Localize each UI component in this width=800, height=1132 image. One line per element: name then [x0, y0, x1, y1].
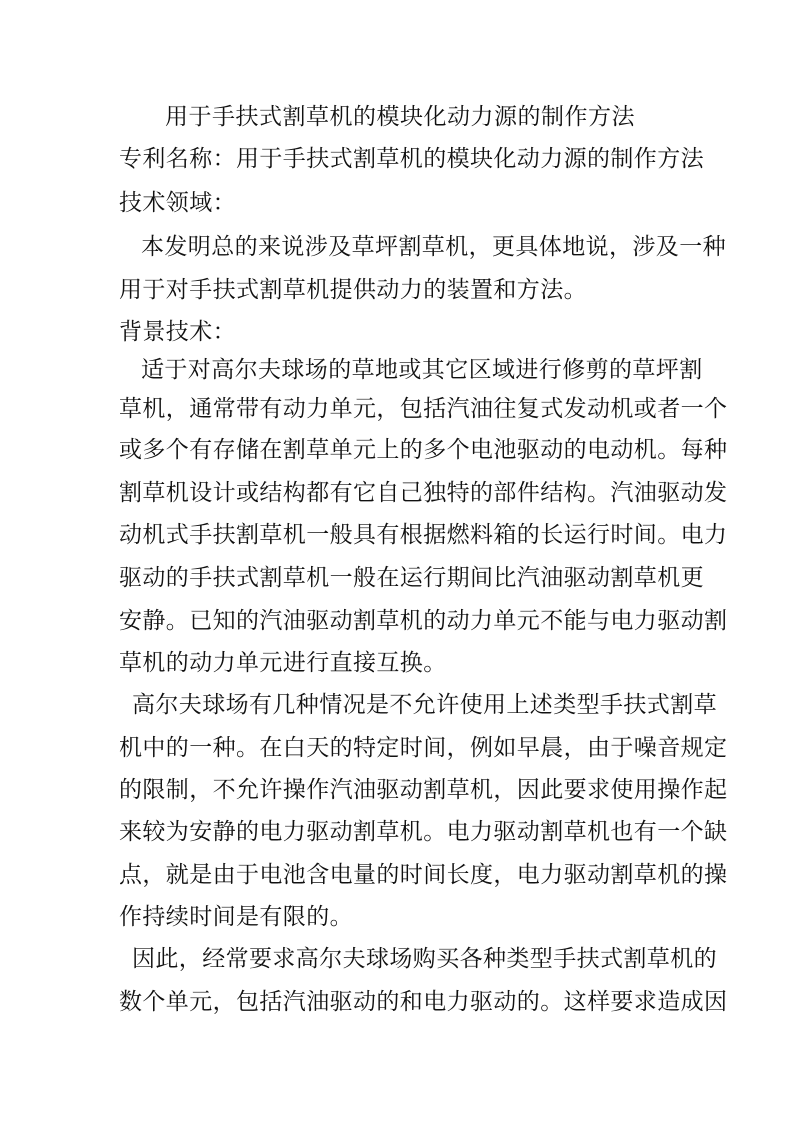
background-heading: 背景技术：: [119, 319, 236, 345]
patent-name-line: 专利名称：用于手扶式割草机的模块化动力源的制作方法: [119, 146, 704, 172]
field-text-line: 用于对手扶式割草机提供动力的装置和方法。: [119, 277, 587, 303]
background-paragraph-1-line: 割草机设计或结构都有它自己独特的部件结构。汽油驱动发: [119, 480, 728, 506]
document-title: 用于手扶式割草机的模块化动力源的制作方法: [165, 104, 635, 130]
field-text-line: 本发明总的来说涉及草坪割草机，更具体地说，涉及一种: [141, 234, 726, 260]
background-paragraph-1-line: 或多个有存储在割草单元上的多个电池驱动的电动机。每种: [119, 437, 728, 463]
background-paragraph-2-line: 来较为安静的电力驱动割草机。电力驱动割草机也有一个缺: [119, 819, 728, 845]
background-paragraph-1-line: 动机式手扶割草机一般具有根据燃料箱的长运行时间。电力: [119, 522, 728, 548]
background-paragraph-1-line: 适于对高尔夫球场的草地或其它区域进行修剪的草坪割: [141, 357, 703, 383]
background-paragraph-1-line: 安静。已知的汽油驱动割草机的动力单元不能与电力驱动割: [119, 608, 728, 634]
background-paragraph-1-line: 草机的动力单元进行直接互换。: [119, 650, 447, 676]
background-paragraph-2-line: 的限制，不允许操作汽油驱动割草机，因此要求使用操作起: [119, 777, 728, 803]
background-paragraph-2-line: 机中的一种。在白天的特定时间，例如早晨，由于噪音规定: [119, 735, 728, 761]
background-paragraph-1-line: 草机，通常带有动力单元，包括汽油往复式发动机或者一个: [119, 396, 728, 422]
background-paragraph-2-line: 作持续时间是有限的。: [119, 904, 353, 930]
background-paragraph-2-line: 点，就是由于电池含电量的时间长度，电力驱动割草机的操: [119, 862, 728, 888]
background-paragraph-3-line: 因此，经常要求高尔夫球场购买各种类型手扶式割草机的: [132, 946, 717, 972]
background-paragraph-2-line: 高尔夫球场有几种情况是不允许使用上述类型手扶式割草: [132, 692, 717, 718]
background-paragraph-1-line: 驱动的手扶式割草机一般在运行期间比汽油驱动割草机更: [119, 565, 704, 591]
background-paragraph-3-line: 数个单元，包括汽油驱动的和电力驱动的。这样要求造成因: [119, 989, 728, 1015]
field-heading: 技术领域：: [119, 190, 236, 216]
